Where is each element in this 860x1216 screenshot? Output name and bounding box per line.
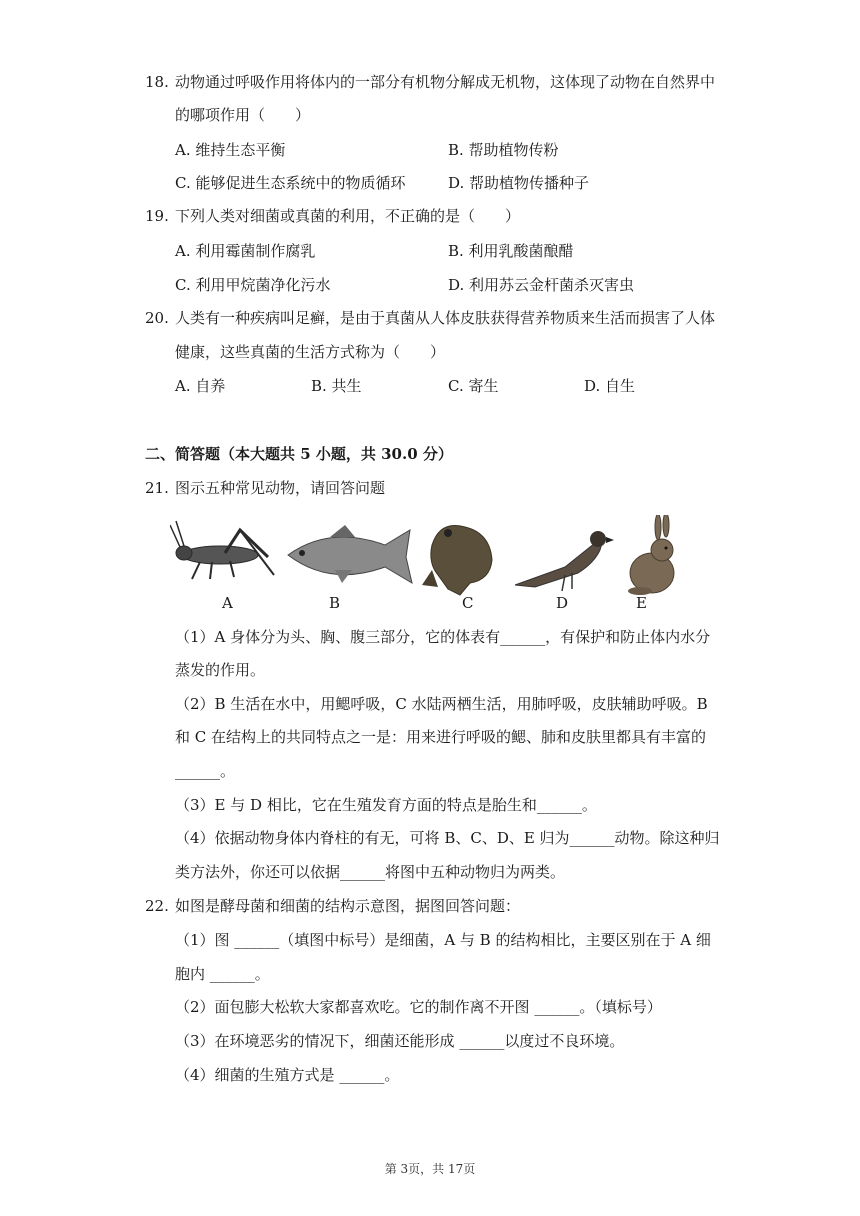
figure-label-d: D [556, 594, 569, 612]
subquestion-text: （3）E 与 D 相比，它在生殖发育方面的特点是胎生和______。 [175, 796, 597, 814]
grasshopper-illustration [170, 521, 274, 579]
fish-illustration [288, 525, 412, 583]
figure-label-e: E [636, 594, 647, 612]
question-number: 22. [145, 897, 169, 915]
question-number: 18. [145, 73, 169, 91]
option-d: D. 自生 [584, 377, 636, 395]
question-number: 20. [145, 309, 169, 327]
question-number: 21. [145, 479, 169, 497]
question-text: 下列人类对细菌或真菌的利用，不正确的是（ ） [175, 207, 521, 225]
option-d: D. 利用苏云金杆菌杀灭害虫 [448, 276, 635, 294]
option-c: C. 寄生 [448, 377, 499, 395]
question-text: 的哪项作用（ ） [175, 106, 311, 124]
option-a: A. 维持生态平衡 [175, 141, 286, 159]
subquestion-text: （4）细菌的生殖方式是 ______。 [175, 1066, 400, 1084]
question-text: 图示五种常见动物，请回答问题 [175, 479, 386, 497]
sparrow-illustration [515, 531, 614, 591]
subquestion-text: 蒸发的作用。 [175, 661, 266, 679]
subquestion-text: 和 C 在结构上的共同特点之一是：用来进行呼吸的鳃、肺和皮肤里都具有丰富的 [175, 728, 707, 746]
option-d: D. 帮助植物传播种子 [448, 174, 590, 192]
subquestion-text: （1）A 身体分为头、胸、腹三部分，它的体表有______，有保护和防止体内水分 [175, 628, 711, 646]
subquestion-text: 胞内 ______。 [175, 965, 270, 983]
option-a: A. 利用霉菌制作腐乳 [175, 242, 316, 260]
option-b: B. 共生 [311, 377, 362, 395]
option-c: C. 能够促进生态系统中的物质循环 [175, 174, 406, 192]
option-b: B. 帮助植物传粉 [448, 141, 559, 159]
figure-label-b: B [329, 594, 341, 612]
subquestion-text: （3）在环境恶劣的情况下，细菌还能形成 ______以度过不良环境。 [175, 1032, 625, 1050]
animals-figure [170, 515, 690, 615]
rabbit-illustration [628, 515, 674, 595]
option-a: A. 自养 [175, 377, 226, 395]
page-footer: 第 3页，共 17页 [384, 1162, 476, 1176]
section-heading: 二、简答题（本大题共 5 小题，共 30.0 分） [145, 445, 453, 463]
question-text: 如图是酵母菌和细菌的结构示意图，据图回答问题： [175, 897, 521, 915]
question-text: 动物通过呼吸作用将体内的一部分有机物分解成无机物，这体现了动物在自然界中 [175, 73, 716, 91]
subquestion-text: （1）图 ______（填图中标号）是细菌，A 与 B 的结构相比，主要区别在于 A 细 [175, 931, 711, 949]
figure-label-a: A [222, 594, 233, 612]
question-number: 19. [145, 207, 169, 225]
subquestion-text: （2）B 生活在水中，用鳃呼吸，C 水陆两栖生活，用肺呼吸，皮肤辅助呼吸。B [175, 695, 708, 713]
frog-illustration [422, 525, 492, 595]
option-c: C. 利用甲烷菌净化污水 [175, 276, 331, 294]
question-text: 人类有一种疾病叫足癣，是由于真菌从人体皮肤获得营养物质来生活而损害了人体 [175, 309, 716, 327]
question-text: 健康，这些真菌的生活方式称为（ ） [175, 343, 446, 361]
subquestion-text: 类方法外，你还可以依据______将图中五种动物归为两类。 [175, 863, 566, 881]
subquestion-text: （2）面包膨大松软大家都喜欢吃。它的制作离不开图 ______。（填标号） [175, 998, 662, 1016]
subquestion-text: （4）依据动物身体内脊柱的有无，可将 B、C、D、E 归为______动物。除这种归 [175, 829, 720, 847]
figure-label-c: C [462, 594, 474, 612]
subquestion-text: ______。 [175, 762, 236, 780]
option-b: B. 利用乳酸菌酿醋 [448, 242, 574, 260]
